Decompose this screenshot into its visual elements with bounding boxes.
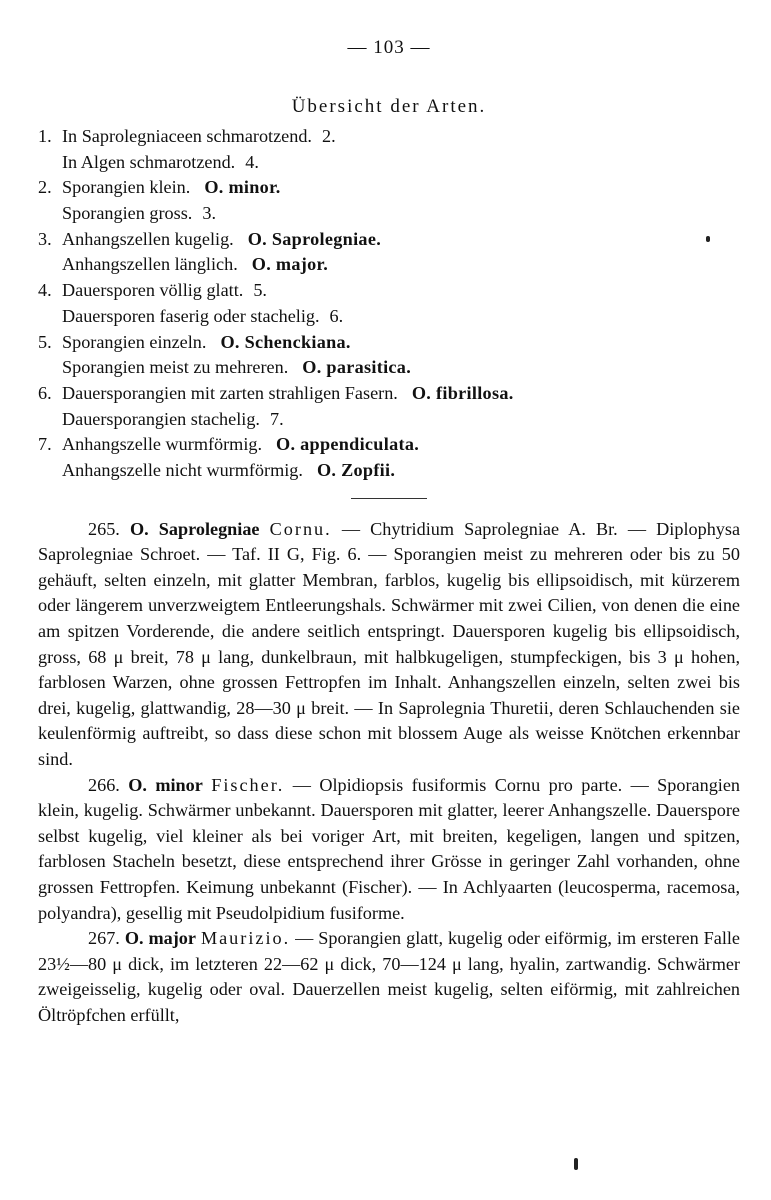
key-entry-reference: 2. (321, 126, 336, 146)
key-entry (38, 330, 740, 356)
key-entry (38, 124, 740, 150)
key-entry (38, 458, 740, 484)
key-entry (38, 175, 740, 201)
key-entry (38, 278, 740, 304)
species-number: 265. (88, 518, 120, 539)
section-heading: Übersicht der Arten. (291, 96, 487, 117)
key-entry-taxon: O. Zopfii. (316, 459, 396, 480)
key-entry (38, 227, 740, 253)
key-entry (38, 252, 740, 278)
key-entry-text: Sporangien klein. (62, 177, 191, 198)
key-entry-number: 1. (38, 126, 52, 146)
divider (351, 498, 427, 499)
document-page (38, 30, 740, 1029)
key-entry-reference: 3. (202, 203, 216, 224)
key-entry-reference: 5. (253, 280, 267, 301)
key-entry-text: Dauersporen völlig glatt. (62, 280, 244, 301)
key-entry-taxon: O. appendiculata. (276, 434, 420, 455)
species-name: O. minor (128, 774, 203, 795)
key-entry (38, 150, 740, 176)
key-entry (38, 407, 740, 433)
key-entry-reference: 4. (245, 151, 259, 172)
key-entry-text: Anhangszellen kugelig. (62, 228, 234, 249)
species-key (38, 124, 740, 484)
key-entry (38, 432, 740, 458)
key-entry-number: 7. (38, 434, 52, 455)
key-entry-text: In Algen schmarotzend. (62, 151, 236, 172)
key-entry-text: Anhangszellen länglich. (62, 254, 238, 275)
key-entry-taxon: O. minor. (204, 177, 281, 198)
key-entry (38, 201, 740, 227)
page-number: — 103 — (347, 37, 431, 58)
key-entry-text: Sporangien gross. (62, 203, 193, 224)
key-entry-taxon: O. Saprolegniae. (247, 228, 382, 249)
print-speck (574, 1158, 578, 1170)
species-description: — Sporangien glatt, kugelig oder eiförmig, im ersteren Falle 23½—80 μ dick, im letzteren 22—62 μ dick, 70—124 μ lang, hyalin, zartwandig. Schwärmer zweigeisselig, kugelig oder oval. Dauerzellen meist kugelig, selten eiförmig, mit zahlreichen Öltröpfchen erfüllt, (38, 928, 741, 1025)
key-entry-number: 4. (38, 280, 52, 301)
species-descriptions (38, 517, 740, 1029)
species-number: 266. (88, 774, 120, 795)
key-entry-text: Anhangszelle wurmförmig. (62, 434, 263, 455)
species-author: Fischer. (211, 774, 285, 795)
key-entry-text: Sporangien meist zu mehreren. (62, 357, 289, 378)
key-entry-reference: 6. (329, 305, 344, 326)
key-entry-text: Dauersporangien stachelig. (62, 408, 260, 429)
key-entry-number: 5. (38, 331, 52, 352)
key-entry-text: Anhangszelle nicht wurmförmig. (62, 459, 303, 480)
species-number: 267. (88, 928, 120, 949)
key-entry (38, 304, 740, 330)
key-entry-number: 2. (38, 177, 52, 198)
key-entry-number: 6. (38, 382, 52, 403)
print-speck (706, 236, 710, 242)
key-entry (38, 355, 740, 381)
species-entry (38, 926, 740, 1028)
key-entry-taxon: O. parasitica. (302, 357, 412, 378)
species-author: Maurizio. (200, 928, 291, 949)
species-entry (38, 517, 740, 773)
key-entry-taxon: O. major. (251, 254, 329, 275)
key-entry-reference: 7. (269, 408, 284, 429)
key-entry-text: Dauersporangien mit zarten strahligen Fasern. (62, 382, 398, 403)
key-entry-text: In Saprolegniaceen schmarotzend. (62, 126, 312, 146)
key-entry-text: Sporangien einzeln. (62, 331, 207, 352)
species-name: O. major (124, 928, 196, 949)
species-name: O. Saprolegniae (129, 518, 260, 539)
key-entry-text: Dauersporen faserig oder stachelig. (62, 305, 320, 326)
key-entry (38, 381, 740, 407)
species-description: — Olpidiopsis fusiformis Cornu pro parte. — Sporangien klein, kugelig. Schwärmer unbekannt. Dauersporen mit glatter, leerer Anhangszelle. Dauerspore selbst kugelig, viel kleiner als bei voriger Art, mit breiten, kegeligen, langen und spitzen, farblosen Stacheln besetzt, diese entsprechend ihrer Grösse in geringer Zahl vorhanden, ohne grossen Fettropfen. Keimung unbekannt (Fischer). — In Achlyaarten (leucosperma, racemosa, polyandra), gesellig mit Pseudolpidium fusiforme. (38, 774, 741, 923)
key-entry-taxon: O. fibrillosa. (411, 382, 514, 403)
key-entry-taxon: O. Schenckiana. (220, 331, 351, 352)
species-description: — Chytridium Saprolegniae A. Br. — Diplophysa Saprolegniae Schroet. — Taf. II G, Fig. 6. — Sporangien meist zu mehreren oder bis zu 50 gehäuft, selten einzeln, mit glatter Membran, farblos, kugelig bis ellipsoidisch, mit kürzerem oder längerem unverzweigtem Entleerungshals. Schwärmer mit zwei Cilien, von denen die eine am spitzen Vorderende, die andere seitlich entspringt. Dauersporen kugelig bis ellipsoidisch, gross, 68 μ breit, 78 μ lang, dunkelbraun, mit halbkugeligen, stumpfeckigen, bis 3 μ hohen, farblosen Warzen, ohne grossen Fettropfen im Inhalt. Anhangszellen einzeln, selten zwei bis drei, kugelig, glattwandig, 28—30 μ breit. — In Saprolegnia Thuretii, deren Schlauchenden sie keulenförmig auftreibt, so dass diese schon mit blossem Auge als weisse Knötchen erkennbar sind. (38, 518, 741, 769)
key-entry-number: 3. (38, 228, 52, 249)
species-entry (38, 773, 740, 927)
species-author: Cornu. (269, 518, 332, 539)
